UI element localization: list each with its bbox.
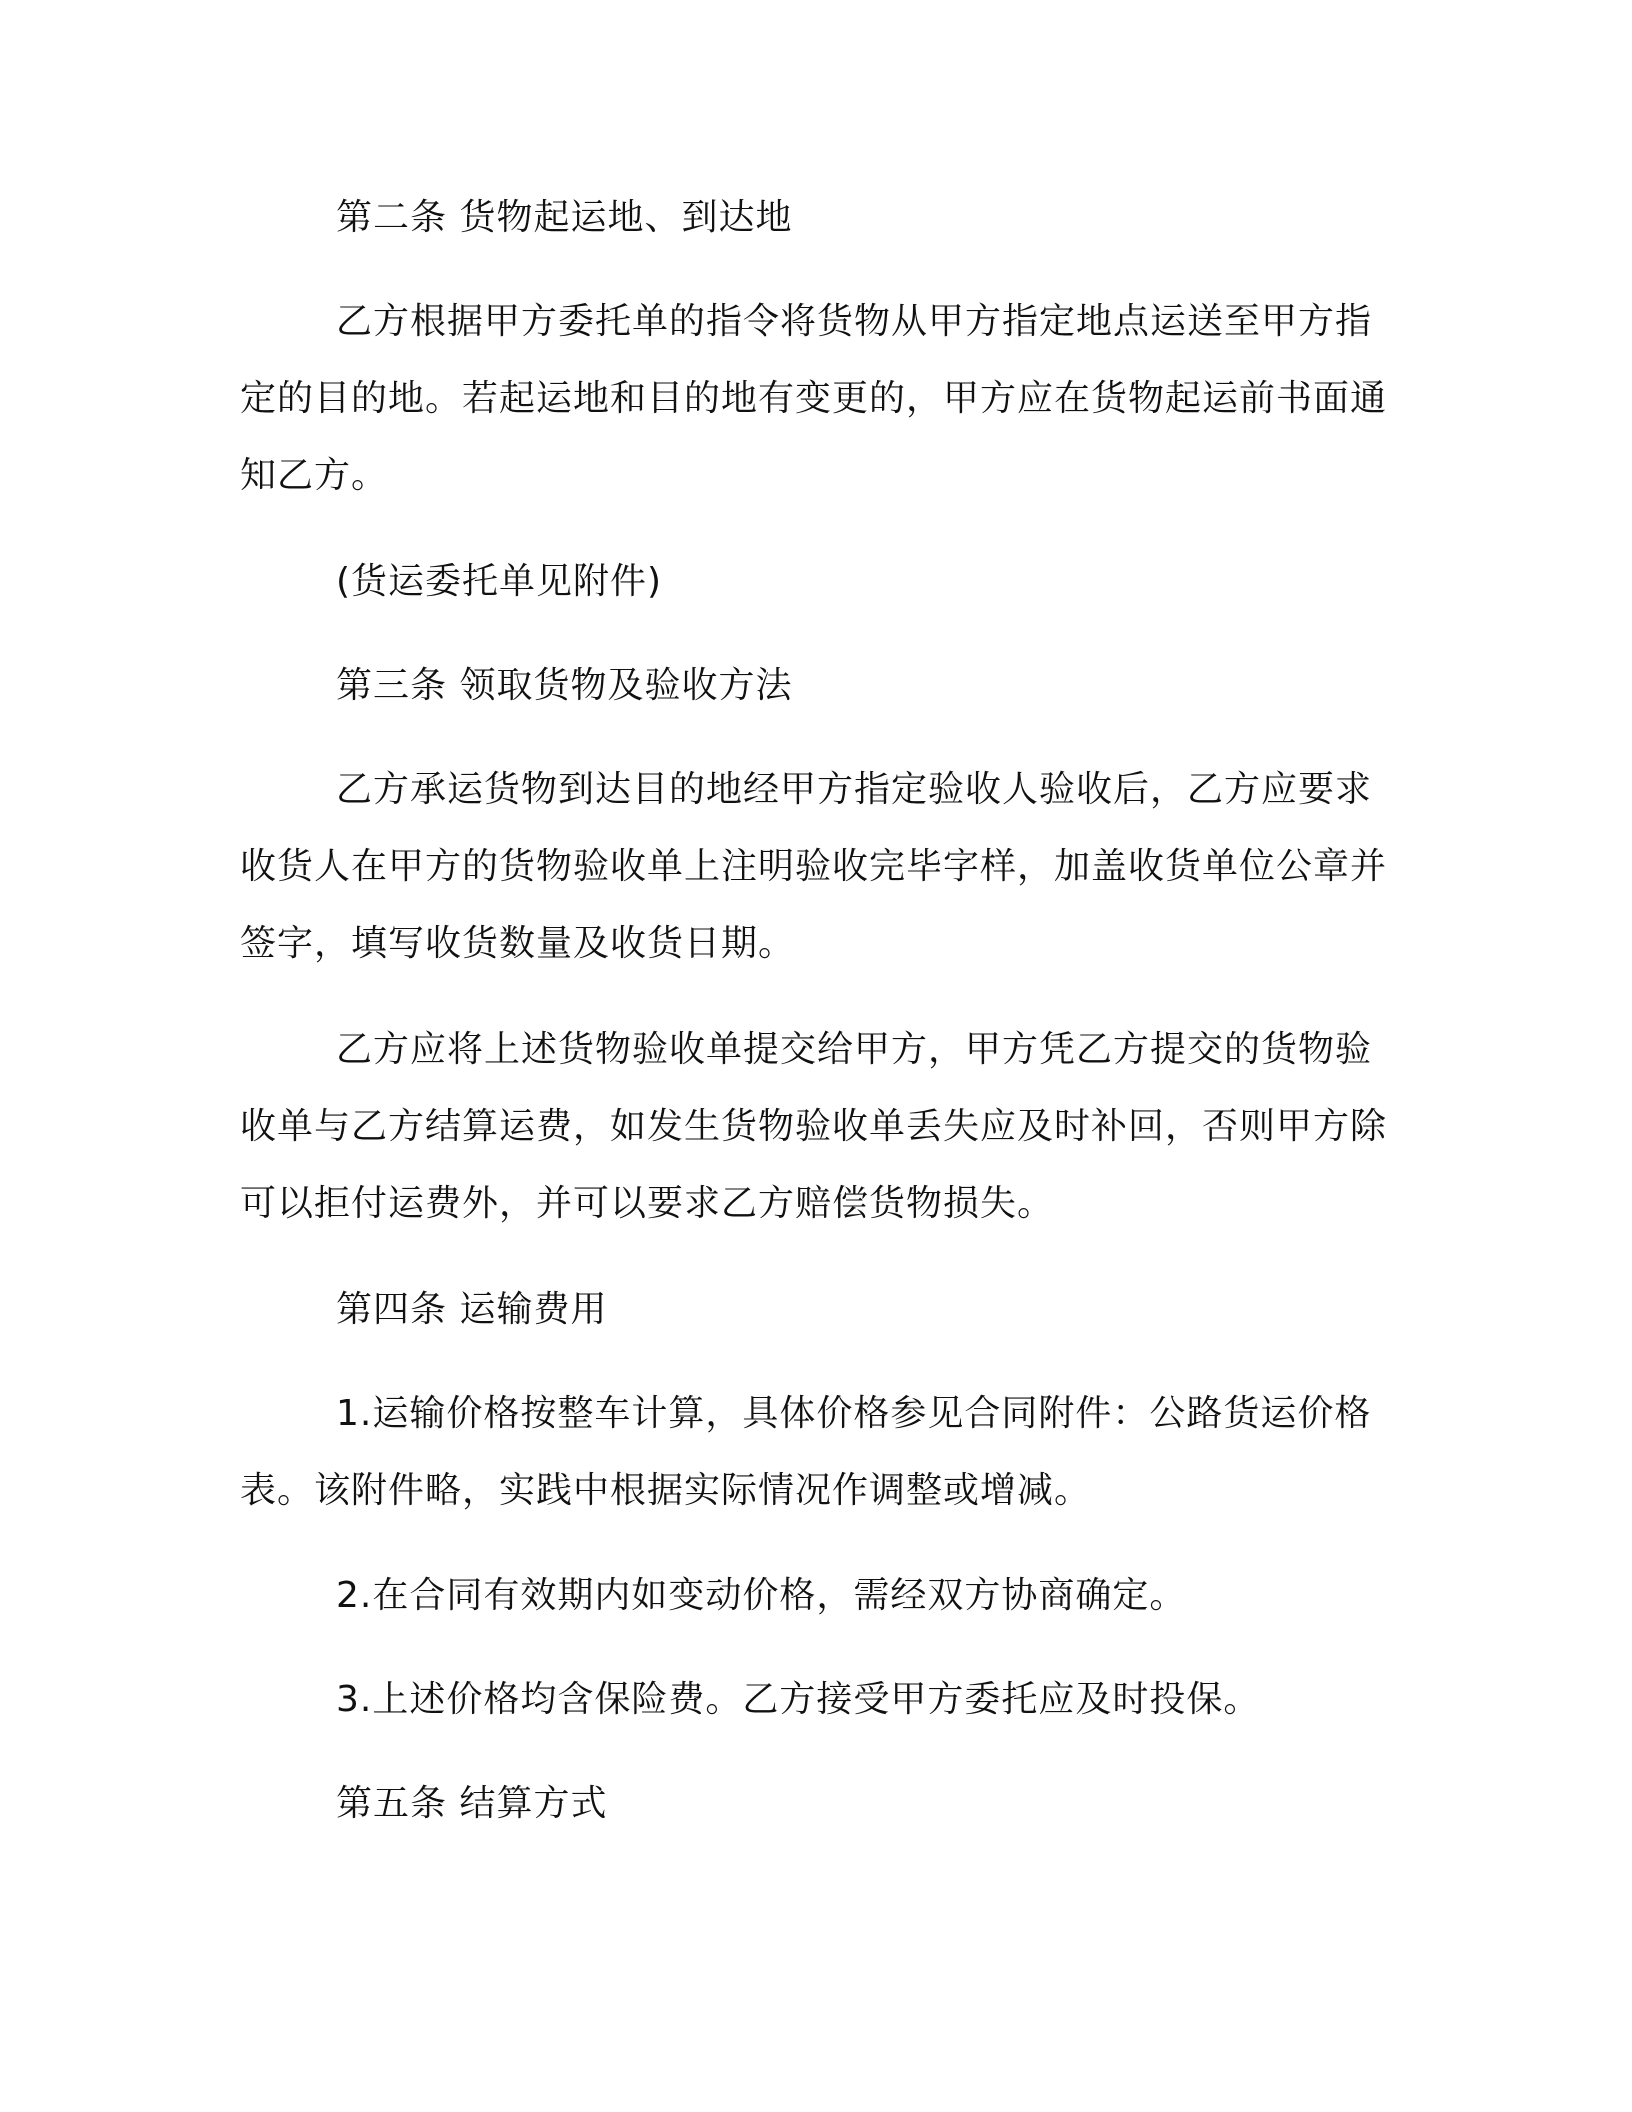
article-3-heading: 第三条 领取货物及验收方法	[336, 665, 793, 706]
article-3-body-1: 乙方承运货物到达目的地经甲方指定验收人验收后，乙方应要求收货人在甲方的货物验收单上注明验收完毕字样，加盖收货单位公章并签字，填写收货数量及收货日期。	[240, 769, 1388, 964]
article-4-item-2: 2.在合同有效期内如变动价格，需经双方协商确定。	[336, 1575, 1187, 1616]
article-5-heading: 第五条 结算方式	[336, 1783, 608, 1824]
article-3-body-2: 乙方应将上述货物验收单提交给甲方，甲方凭乙方提交的货物验收单与乙方结算运费，如发生货物验收单丢失应及时补回，否则甲方除可以拒付运费外，并可以要求乙方赔偿货物损失。	[240, 1029, 1388, 1224]
article-4-item-3: 3.上述价格均含保险费。乙方接受甲方委托应及时投保。	[336, 1679, 1261, 1720]
article-2-heading: 第二条 货物起运地、到达地	[336, 197, 793, 238]
article-4-item-1: 1.运输价格按整车计算，具体价格参见合同附件：公路货运价格表。该附件略，实践中根据实际情况作调整或增减。	[240, 1393, 1372, 1511]
article-2-note: (货运委托单见附件)	[336, 561, 663, 602]
article-2-body: 乙方根据甲方委托单的指令将货物从甲方指定地点运送至甲方指定的目的地。若起运地和目的地有变更的，甲方应在货物起运前书面通知乙方。	[240, 301, 1388, 496]
article-4-heading: 第四条 运输费用	[336, 1289, 608, 1330]
